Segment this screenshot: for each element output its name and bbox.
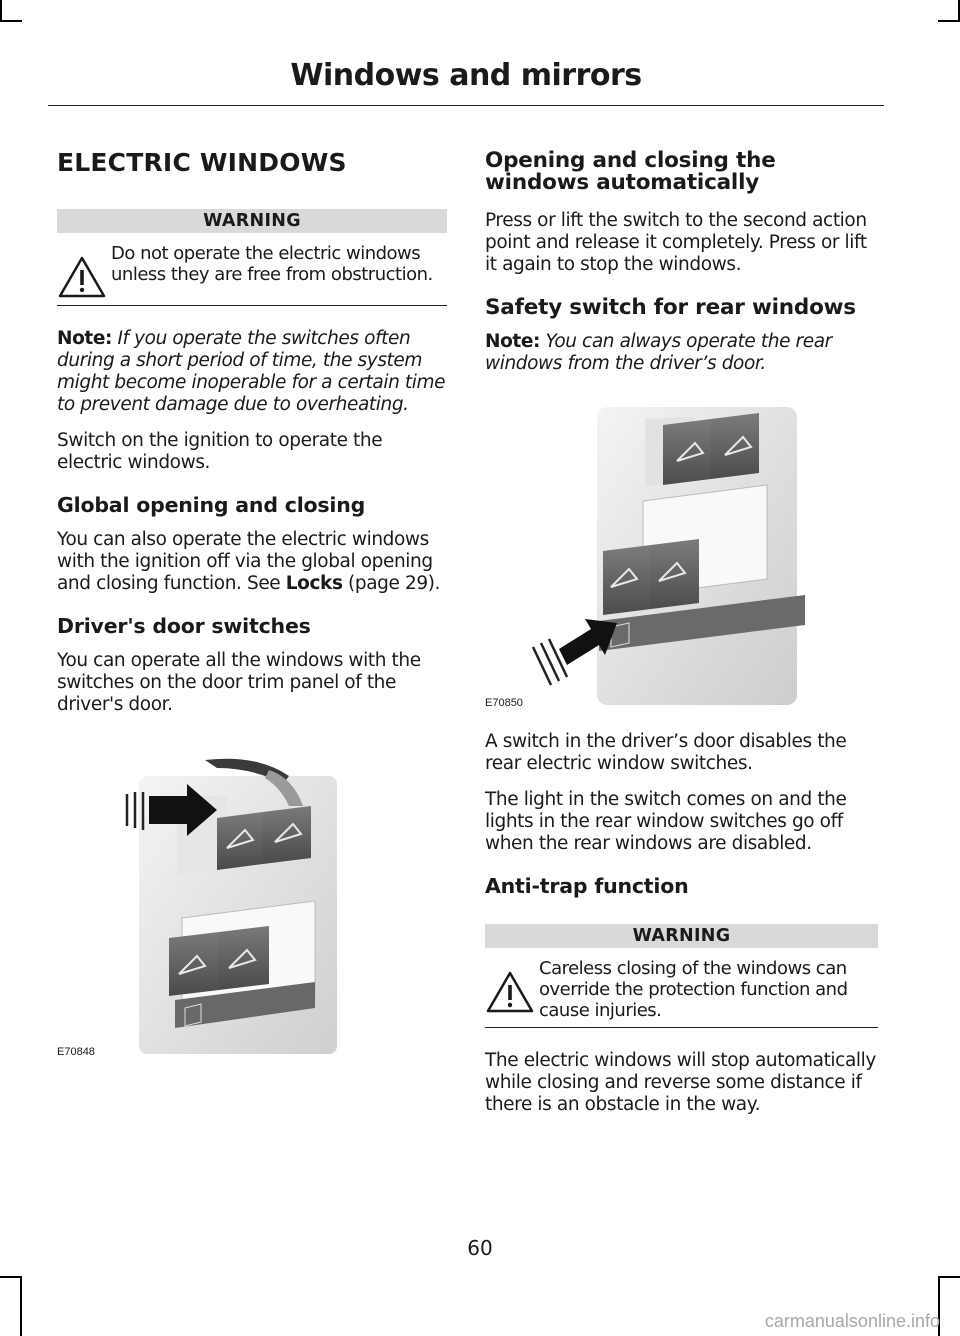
crop-mark xyxy=(0,20,22,22)
section-heading: ELECTRIC WINDOWS xyxy=(57,148,347,177)
page-reference[interactable]: (page 29). xyxy=(348,573,440,594)
driver-switch-illustration xyxy=(57,736,447,1058)
locks-link[interactable]: Locks xyxy=(285,573,343,594)
header-rule xyxy=(48,105,884,106)
global-paragraph xyxy=(57,529,447,595)
warning-label: WARNING xyxy=(485,924,878,948)
warning-text: Careless closing of the windows can override the protection function and cause injuries. xyxy=(539,958,848,1021)
safety-switch-illustration xyxy=(485,389,875,709)
crop-mark xyxy=(20,1276,22,1336)
note-paragraph xyxy=(57,328,447,416)
crop-mark xyxy=(938,1276,960,1278)
stop-paragraph: The electric windows will stop automatically while closing and reverse some distance if there is an obstacle in the way. xyxy=(485,1050,876,1115)
subheading-global: Global opening and closing xyxy=(57,493,366,517)
figure-code: E70848 xyxy=(57,1046,95,1058)
note-text: You can always operate the rear windows from the driver’s door. xyxy=(485,331,832,374)
subheading-driver-switches: Driver's door switches xyxy=(57,614,311,638)
light-paragraph: The light in the switch comes on and the lights in the rear window switches go off when the rear windows are disabled. xyxy=(485,789,847,854)
subheading-anti-trap: Anti-trap function xyxy=(485,874,689,898)
note-label: Note: xyxy=(57,328,112,349)
warning-box xyxy=(485,924,878,1028)
figure-code: E70850 xyxy=(485,697,523,709)
crop-mark xyxy=(0,0,2,20)
driver-paragraph: You can operate all the windows with the switches on the door trim panel of the driver's door. xyxy=(57,650,421,715)
global-text: You can also operate the electric windows with the ignition off via the global opening and closing function. See xyxy=(57,529,433,594)
subheading-automatic: Opening and closing the windows automatically xyxy=(485,148,776,195)
crop-mark xyxy=(0,1276,22,1278)
subheading-safety-switch: Safety switch for rear windows xyxy=(485,295,856,320)
right-column xyxy=(485,140,878,1130)
watermark: carmanualsonline.info xyxy=(764,1311,940,1331)
disable-paragraph: A switch in the driver’s door disables the rear electric window switches. xyxy=(485,731,847,774)
page-title: Windows and mirrors xyxy=(290,58,642,93)
warning-triangle-icon xyxy=(57,255,107,299)
figure-safety-switch xyxy=(485,389,875,709)
warning-triangle-icon xyxy=(485,970,535,1014)
ignition-paragraph: Switch on the ignition to operate the electric windows. xyxy=(57,430,383,473)
automatic-paragraph: Press or lift the switch to the second action point and release it completely. Press or lift it again to stop the windows. xyxy=(485,210,867,275)
page-number: 60 xyxy=(467,1236,493,1260)
warning-label: WARNING xyxy=(57,209,447,233)
crop-mark xyxy=(938,20,960,22)
warning-text: Do not operate the electric windows unless they are free from obstruction. xyxy=(111,243,433,285)
left-column xyxy=(57,140,447,1058)
note-text: If you operate the switches often during a short period of time, the system might become inoperable for a certain time to prevent damage due to overheating. xyxy=(57,328,446,415)
warning-box xyxy=(57,209,447,306)
note-label: Note: xyxy=(485,331,540,352)
figure-driver-switches xyxy=(57,736,447,1058)
safety-note xyxy=(485,331,878,375)
